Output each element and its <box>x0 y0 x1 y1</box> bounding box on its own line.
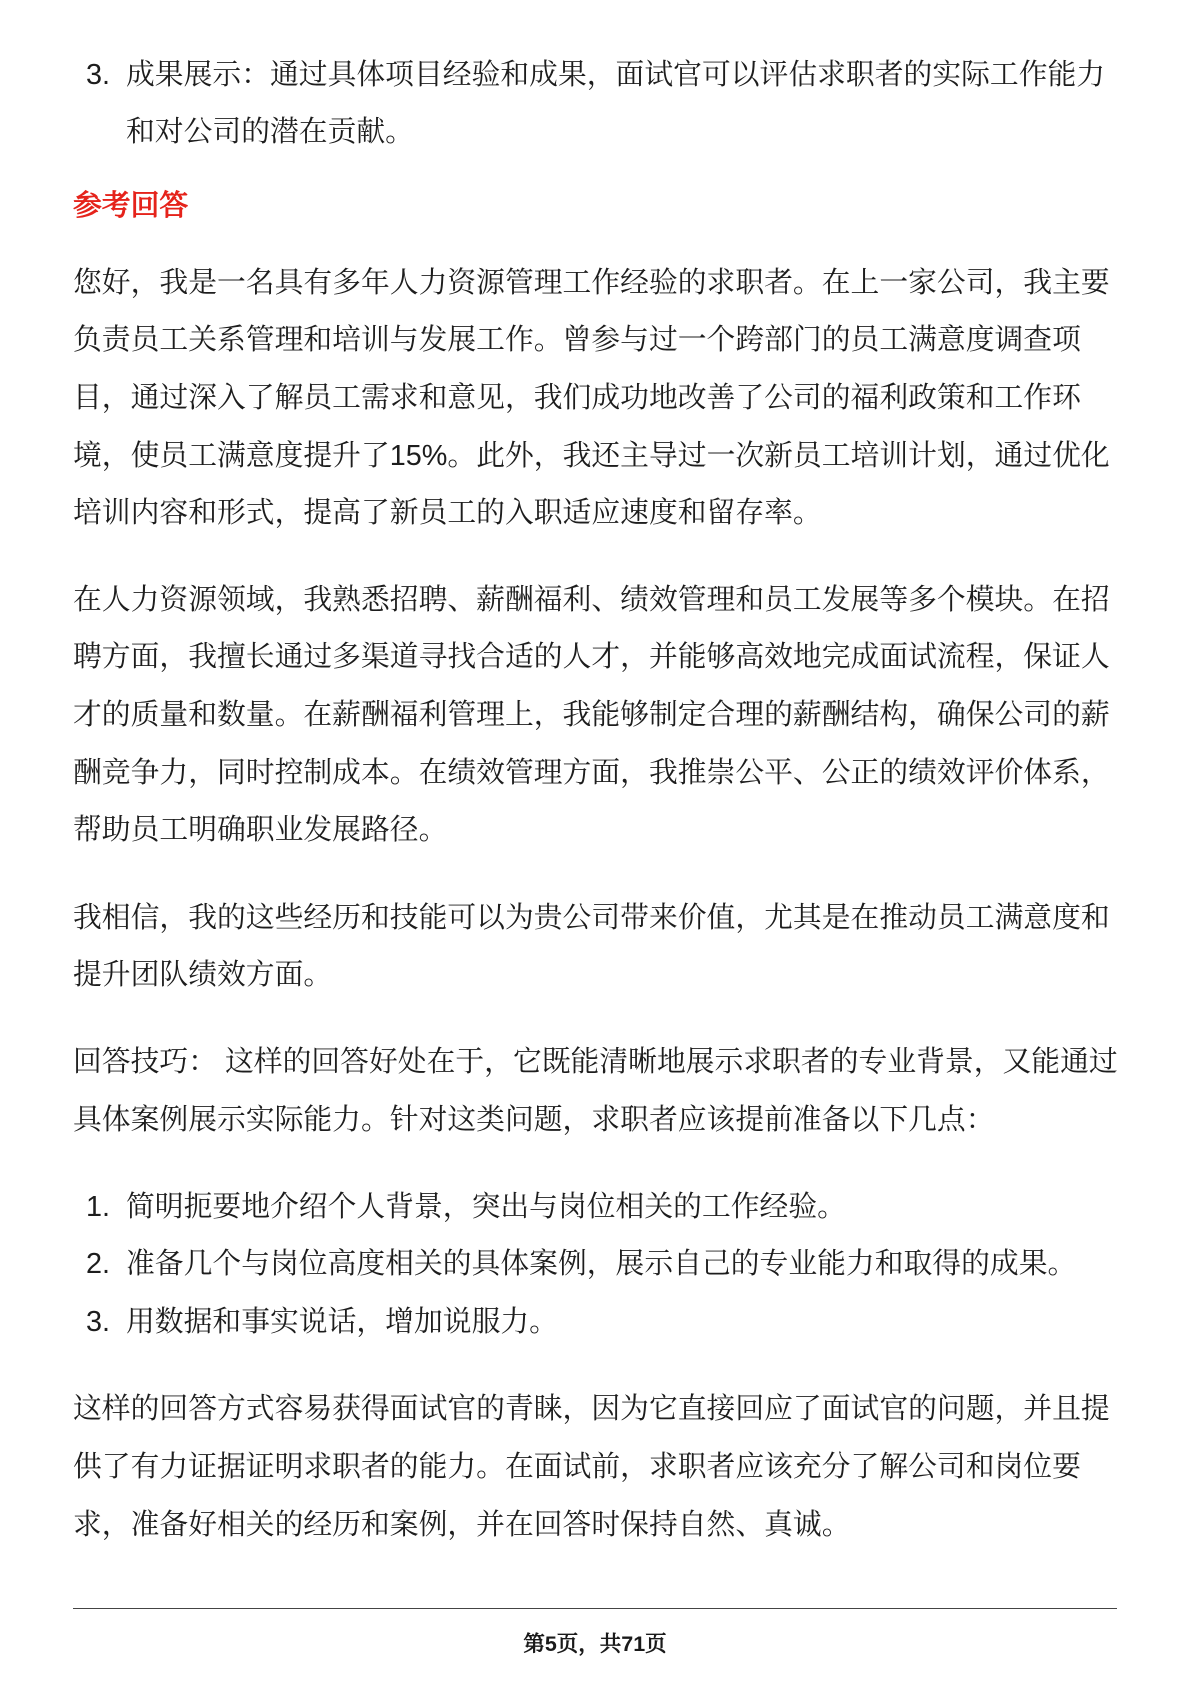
list-item-number: 3. <box>86 1305 111 1338</box>
list-item-number: 2. <box>86 1248 111 1281</box>
tips-list <box>86 1179 1129 1352</box>
continued-list <box>86 47 1129 162</box>
answer-paragraph: 我相信，我的这些经历和技能可以为贵公司带来价值，尤其是在推动员工满意度和提升团队绩效方面。 <box>73 901 1110 992</box>
closing-paragraph: 这样的回答方式容易获得面试官的青睐，因为它直接回应了面试官的问题，并且提供了有力证据证明求职者的能力。在面试前，求职者应该充分了解公司和岗位要求，准备好相关的经历和案例，并在回答时保持自然、真诚。 <box>73 1393 1110 1541</box>
list-item-text: 成果展示：通过具体项目经验和成果，面试官可以评估求职者的实际工作能力和对公司的潜在贡献。 <box>126 58 1106 149</box>
section-heading: 参考回答 <box>73 190 189 223</box>
list-item <box>86 1294 1129 1352</box>
list-item <box>86 1179 1129 1237</box>
list-item <box>86 47 1129 162</box>
page-number-label: 第5页，共71页 <box>523 1632 667 1656</box>
answer-paragraph: 您好，我是一名具有多年人力资源管理工作经验的求职者。在上一家公司，我主要负责员工关系管理和培训与发展工作。曾参与过一个跨部门的员工满意度调查项目，通过深入了解员工需求和意见，我们成功地改善了公司的福利政策和工作环境，使员工满意度提升了15%。此外，我还主导过一次新员工培训计划，通过优化培训内容和形式，提高了新员工的入职适应速度和留存率。 <box>73 266 1110 530</box>
answer-paragraph: 在人力资源领域，我熟悉招聘、薪酬福利、绩效管理和员工发展等多个模块。在招聘方面，我擅长通过多渠道寻找合适的人才，并能够高效地完成面试流程，保证人才的质量和数量。在薪酬福利管理上，我能够制定合理的薪酬结构，确保公司的薪酬竞争力，同时控制成本。在绩效管理方面，我推崇公平、公正的绩效评价体系，帮助员工明确职业发展路径。 <box>73 583 1110 847</box>
list-item-text: 用数据和事实说话，增加说服力。 <box>126 1305 558 1338</box>
footer-divider <box>73 1608 1117 1609</box>
list-item-text: 简明扼要地介绍个人背景，突出与岗位相关的工作经验。 <box>126 1190 846 1223</box>
list-item-number: 3. <box>86 58 111 91</box>
list-item-text: 准备几个与岗位高度相关的具体案例，展示自己的专业能力和取得的成果。 <box>126 1248 1077 1281</box>
list-item <box>86 1236 1129 1294</box>
list-item-number: 1. <box>86 1190 111 1223</box>
tips-intro-paragraph: 回答技巧： 这样的回答好处在于，它既能清晰地展示求职者的专业背景，又能通过具体案例展示实际能力。针对这类问题，求职者应该提前准备以下几点： <box>73 1046 1118 1136</box>
